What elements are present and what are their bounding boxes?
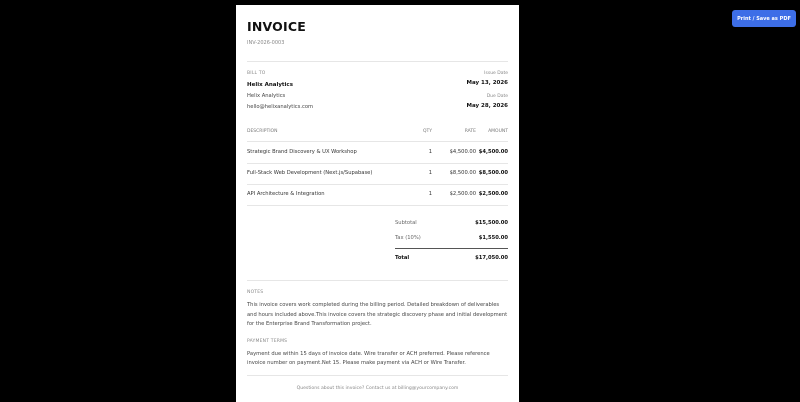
- item-rate: $8,500.00: [449, 170, 476, 176]
- dates-section: [467, 71, 508, 109]
- bill-to-section: [247, 71, 313, 110]
- item-description: Strategic Brand Discovery & UX Workshop: [247, 149, 357, 155]
- tax-row: [395, 231, 508, 246]
- divider: [247, 280, 508, 281]
- item-description: API Architecture & Integration: [247, 191, 325, 197]
- notes-text: This invoice covers work completed during the billing period. Detailed breakdown of deliverables and hours included above.This invoice covers the strategic discovery phase and initial development for the Enterprise Brand Transformation project.: [247, 302, 508, 327]
- item-amount: $2,500.00: [478, 191, 508, 197]
- issue-date-label: Issue Date: [484, 71, 508, 76]
- payment-terms-text: Payment due within 15 days of invoice date. Wire transfer or ACH preferred. Please reference invoice number on payment.Net 15. Please make payment via ACH or Wire Transfer.: [247, 350, 490, 366]
- total-value: $17,050.00: [475, 255, 508, 261]
- item-description: Full-Stack Web Development (Next.js/Supabase): [247, 170, 373, 176]
- due-date-value: May 28, 2026: [466, 103, 508, 109]
- table-row: [247, 184, 508, 205]
- total-label: Total: [395, 255, 410, 261]
- totals-section: [395, 216, 508, 266]
- item-qty: 1: [428, 191, 432, 197]
- footer-contact: Questions about this invoice? Contact us at billing@yourcompany.com: [296, 386, 459, 391]
- items-table-header: [247, 129, 508, 141]
- item-rate: $4,500.00: [449, 149, 476, 155]
- divider: [395, 248, 508, 249]
- item-amount: $8,500.00: [478, 170, 508, 176]
- item-amount: $4,500.00: [478, 149, 508, 155]
- invoice-number: INV-2026-0003: [247, 40, 285, 46]
- tax-value: $1,550.00: [478, 235, 508, 241]
- client-company: Helix Analytics: [247, 93, 286, 99]
- header-rate: RATE: [464, 129, 476, 134]
- notes-section: [247, 290, 508, 369]
- notes-label: NOTES: [247, 290, 264, 295]
- header-amount: AMOUNT: [488, 129, 508, 134]
- subtotal-label: Subtotal: [395, 220, 417, 226]
- invoice-title: INVOICE: [247, 19, 306, 34]
- issue-date-value: May 13, 2026: [466, 80, 508, 86]
- divider: [247, 205, 508, 206]
- header-qty: QTY: [422, 129, 432, 134]
- client-name: Helix Analytics: [247, 82, 293, 88]
- subtotal-row: [395, 216, 508, 231]
- item-rate: $2,500.00: [449, 191, 476, 197]
- item-qty: 1: [428, 149, 432, 155]
- tax-label: Tax (10%): [395, 235, 421, 241]
- table-row: [247, 142, 508, 163]
- bill-to-label: BILL TO: [247, 71, 266, 76]
- header-description: DESCRIPTION: [247, 129, 278, 134]
- subtotal-value: $15,500.00: [475, 220, 508, 226]
- item-qty: 1: [428, 170, 432, 176]
- print-save-pdf-button[interactable]: Print / Save as PDF: [732, 10, 796, 27]
- total-row: [395, 251, 508, 266]
- client-email: hello@helixanalytics.com: [247, 104, 314, 110]
- invoice-page: [236, 5, 519, 402]
- divider: [247, 375, 508, 376]
- divider: [247, 61, 508, 62]
- due-date-label: Due Date: [486, 94, 508, 99]
- payment-terms-label: PAYMENT TERMS: [247, 338, 288, 344]
- table-row: [247, 163, 508, 184]
